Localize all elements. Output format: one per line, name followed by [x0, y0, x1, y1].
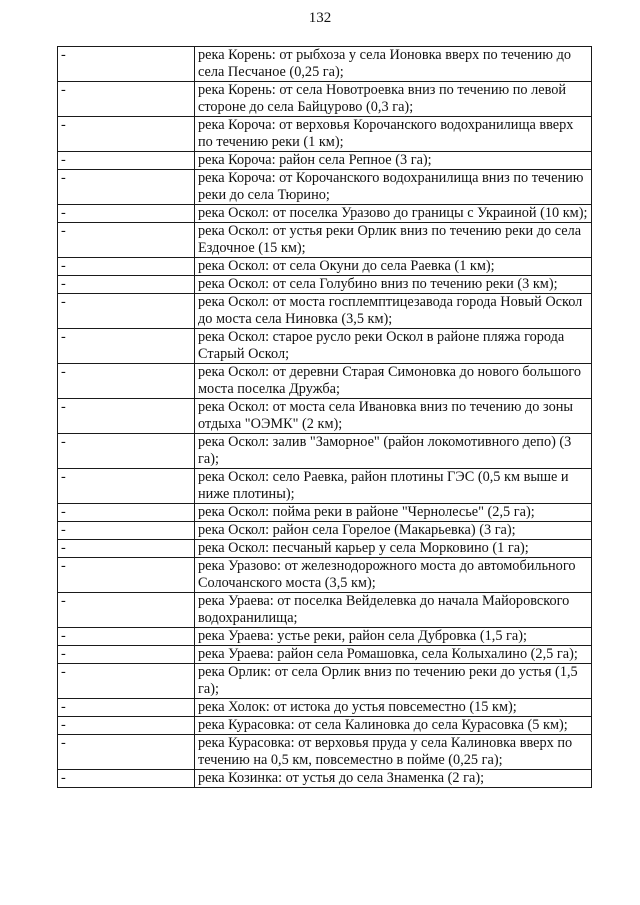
row-description: река Оскол: от поселка Уразово до границы с Украиной (10 км); [195, 205, 592, 223]
row-marker: - [58, 735, 195, 770]
row-description: река Короча: от верховья Корочанского водохранилища вверх по течению реки (1 км); [195, 117, 592, 152]
row-description: река Оскол: от моста села Ивановка вниз по течению до зоны отдыха "ОЭМК" (2 км); [195, 399, 592, 434]
table-row [58, 82, 592, 117]
table-row [58, 47, 592, 82]
row-description: река Уразово: от железнодорожного моста до автомобильного Солочанского моста (3,5 км); [195, 558, 592, 593]
row-marker: - [58, 276, 195, 294]
row-description: река Корень: от села Новотроевка вниз по течению по левой стороне до села Байцурово (0,3 га); [195, 82, 592, 117]
table-row [58, 223, 592, 258]
row-description: река Корень: от рыбхоза у села Ионовка вверх по течению до села Песчаное (0,25 га); [195, 47, 592, 82]
table-body [58, 47, 592, 788]
row-marker: - [58, 646, 195, 664]
row-description: река Короча: район села Репное (3 га); [195, 152, 592, 170]
row-marker: - [58, 294, 195, 329]
row-description: река Оскол: залив "Заморное" (район локомотивного депо) (3 га); [195, 434, 592, 469]
row-marker: - [58, 223, 195, 258]
row-marker: - [58, 628, 195, 646]
table-row [58, 540, 592, 558]
table-row [58, 434, 592, 469]
row-marker: - [58, 434, 195, 469]
row-marker: - [58, 152, 195, 170]
row-description: река Орлик: от села Орлик вниз по течению реки до устья (1,5 га); [195, 664, 592, 699]
row-description: река Оскол: старое русло реки Оскол в районе пляжа города Старый Оскол; [195, 329, 592, 364]
table-row [58, 276, 592, 294]
row-marker: - [58, 717, 195, 735]
row-marker: - [58, 664, 195, 699]
table-row [58, 522, 592, 540]
table-row [58, 699, 592, 717]
row-marker: - [58, 329, 195, 364]
row-marker: - [58, 770, 195, 788]
table-row [58, 205, 592, 223]
row-description: река Оскол: пойма реки в районе "Чернолесье" (2,5 га); [195, 504, 592, 522]
row-marker: - [58, 205, 195, 223]
row-marker: - [58, 699, 195, 717]
table-row [58, 364, 592, 399]
row-marker: - [58, 399, 195, 434]
row-marker: - [58, 558, 195, 593]
table-row [58, 258, 592, 276]
row-description: река Оскол: от устья реки Орлик вниз по течению реки до села Ездочное (15 км); [195, 223, 592, 258]
row-description: река Оскол: район села Горелое (Макарьевка) (3 га); [195, 522, 592, 540]
table-row [58, 504, 592, 522]
row-marker: - [58, 522, 195, 540]
row-description: река Курасовка: от села Калиновка до села Курасовка (5 км); [195, 717, 592, 735]
table-row [58, 152, 592, 170]
row-description: река Оскол: от деревни Старая Симоновка до нового большого моста поселка Дружба; [195, 364, 592, 399]
row-description: река Оскол: от села Окуни до села Раевка (1 км); [195, 258, 592, 276]
table-row [58, 593, 592, 628]
table-row [58, 735, 592, 770]
table-row [58, 664, 592, 699]
table-row [58, 770, 592, 788]
row-marker: - [58, 170, 195, 205]
row-description: река Ураева: устье реки, район села Дубровка (1,5 га); [195, 628, 592, 646]
row-marker: - [58, 47, 195, 82]
table-row [58, 646, 592, 664]
row-description: река Короча: от Корочанского водохранилища вниз по течению реки до села Тюрино; [195, 170, 592, 205]
row-marker: - [58, 258, 195, 276]
row-marker: - [58, 469, 195, 504]
row-description: река Курасовка: от верховья пруда у села Калиновка вверх по течению на 0,5 км, повсеместно в пойме (0,25 га); [195, 735, 592, 770]
row-marker: - [58, 117, 195, 152]
row-description: река Оскол: от моста госплемптицезавода города Новый Оскол до моста села Ниновка (3,5 км); [195, 294, 592, 329]
row-marker: - [58, 504, 195, 522]
table-row [58, 558, 592, 593]
row-description: река Козинка: от устья до села Знаменка (2 га); [195, 770, 592, 788]
row-description: река Оскол: село Раевка, район плотины ГЭС (0,5 км выше и ниже плотины); [195, 469, 592, 504]
table-row [58, 469, 592, 504]
row-description: река Ураева: от поселка Вейделевка до начала Майоровского водохранилища; [195, 593, 592, 628]
row-description: река Ураева: район села Ромашовка, села Колыхалино (2,5 га); [195, 646, 592, 664]
table-row [58, 628, 592, 646]
table-row [58, 717, 592, 735]
row-description: река Оскол: от села Голубино вниз по течению реки (3 км); [195, 276, 592, 294]
row-marker: - [58, 593, 195, 628]
row-marker: - [58, 82, 195, 117]
row-description: река Оскол: песчаный карьер у села Морковино (1 га); [195, 540, 592, 558]
row-marker: - [58, 364, 195, 399]
table-row [58, 329, 592, 364]
page-number: 132 [308, 10, 332, 26]
row-description: река Холок: от истока до устья повсеместно (15 км); [195, 699, 592, 717]
table-row [58, 399, 592, 434]
row-marker: - [58, 540, 195, 558]
table-row [58, 170, 592, 205]
table-row [58, 117, 592, 152]
water-bodies-table [57, 46, 592, 788]
table-row [58, 294, 592, 329]
